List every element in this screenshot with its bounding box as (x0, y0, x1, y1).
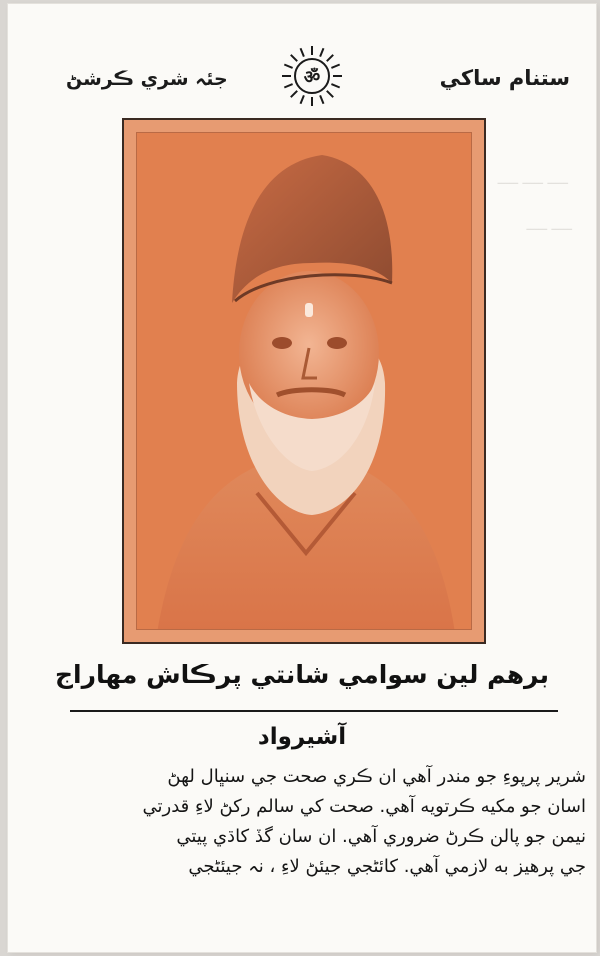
om-sun-icon (280, 44, 344, 108)
svg-text:ॐ: ॐ (303, 67, 321, 88)
body-line: شرير پرپوءِ جو مندر آهي ان ڪري صحت جي سنڀال لهڻ (167, 766, 586, 787)
portrait-photo (136, 132, 472, 630)
header-right-text: ستنام ساکي (439, 66, 570, 90)
section-title: آشيرواد (257, 724, 347, 750)
bleed-through-text: ـــــ ـــــ (526, 218, 572, 234)
document-page (8, 4, 596, 952)
body-line: اسان جو مکيه ڪرتويه آهي. صحت کي سالم رکڻ لاءِ قدرتي (142, 796, 586, 817)
page-title: برهم لين سوامي شانتي پرڪاش مهاراج (55, 660, 549, 689)
header (8, 44, 596, 124)
header-left-text: جئہ شري ڪرشڻ (66, 68, 228, 90)
bleed-through-text: ـــــ ـــــ ـــــ (497, 172, 568, 188)
divider (70, 710, 558, 712)
body-text (56, 762, 586, 882)
portrait-illustration (137, 133, 472, 630)
body-line: نيمن جو پالن ڪرڻ ضروري آهي. ان سان گڏ کاڌي پيتي (176, 826, 586, 847)
body-line: جي پرهيز به لازمي آهي. کائڻجي جيئڻ لاءِ ، نہ جيئڻجي (188, 856, 586, 877)
portrait-frame (122, 118, 486, 644)
